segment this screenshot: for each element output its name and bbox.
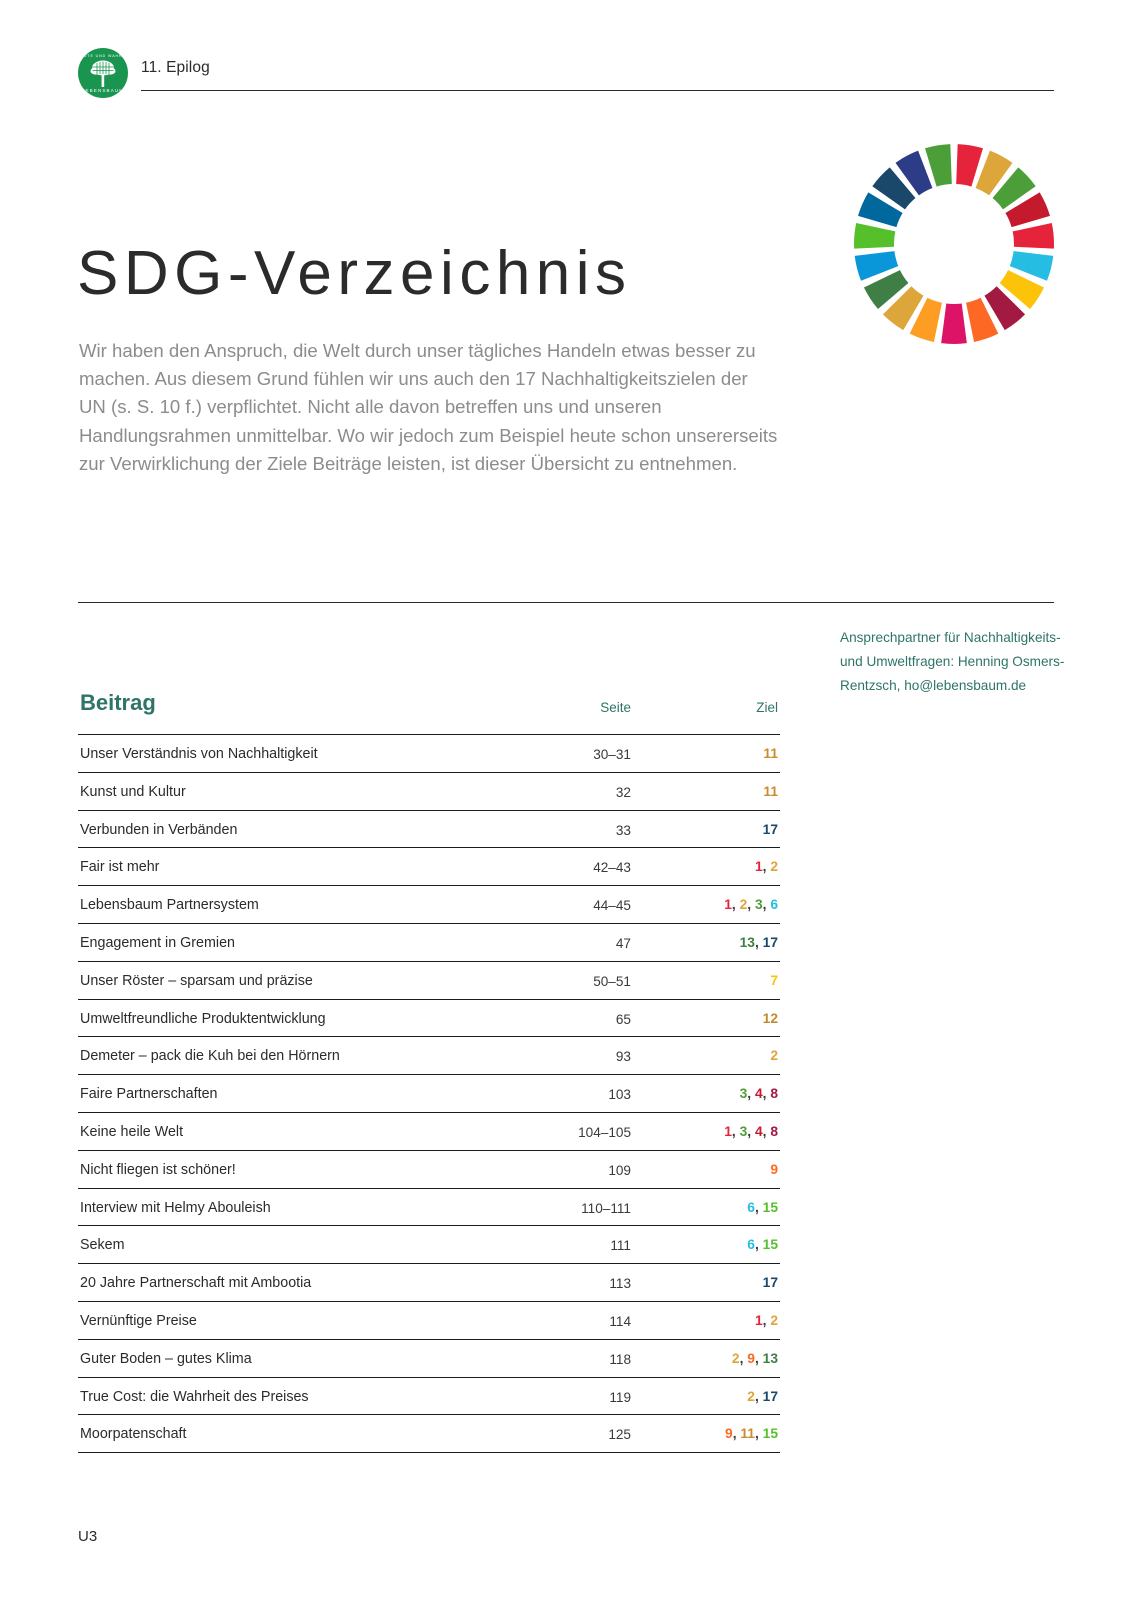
table-row: [78, 1075, 780, 1113]
table-body: [78, 735, 780, 1453]
goal-number: 9: [770, 1161, 778, 1177]
table-row: [78, 1037, 780, 1075]
logo-ring-text-top: GUTE UND WAHRE: [80, 53, 126, 58]
page-title: SDG-Verzeichnis: [77, 238, 632, 308]
goal-number: 17: [762, 934, 778, 950]
goal-number: 8: [770, 1123, 778, 1139]
row-title: Engagement in Gremien: [80, 934, 235, 951]
goal-number: 2: [770, 1048, 778, 1064]
row-title: Unser Verständnis von Nachhaltigkeit: [80, 746, 318, 762]
table-row: [78, 1415, 780, 1453]
row-title: Demeter – pack die Kuh bei den Hörnern: [80, 1048, 340, 1065]
row-page: 32: [615, 784, 631, 800]
table-row: [78, 1378, 780, 1416]
goal-number: 2: [770, 859, 778, 875]
goal-number: 8: [770, 1086, 778, 1102]
goal-number: 3: [739, 1086, 748, 1102]
page-folio: U3: [78, 1528, 98, 1545]
row-goals: [724, 1124, 778, 1139]
contact-note: Ansprechpartner für Nachhaltigkeits- und Umweltfragen: Henning Osmers-Rentzsch, ho@lebensbaum.de: [840, 630, 1065, 693]
goal-number: 1: [724, 1123, 732, 1139]
goal-separator: ,: [747, 897, 755, 913]
goal-number: 13: [762, 1350, 778, 1366]
row-page: 125: [608, 1427, 631, 1443]
row-title: Nicht fliegen ist schöner!: [80, 1161, 236, 1178]
row-goals: [763, 1011, 778, 1026]
table-row: [78, 1340, 780, 1378]
goal-separator: ,: [732, 1426, 741, 1442]
row-page: 30–31: [593, 747, 631, 762]
goal-number: 6: [747, 1199, 755, 1215]
column-header-seite: Seite: [600, 700, 631, 715]
column-header-beitrag: Beitrag: [80, 690, 156, 715]
row-goals: [763, 1275, 778, 1290]
goal-separator: ,: [747, 1086, 755, 1102]
table-row: [78, 1264, 780, 1302]
row-title: Kunst und Kultur: [80, 783, 186, 800]
section-divider: [78, 602, 1054, 603]
goal-number: 15: [762, 1426, 778, 1442]
sdg-wheel-segment: [941, 304, 967, 344]
goal-number: 9: [725, 1426, 733, 1442]
goal-separator: ,: [762, 897, 771, 913]
goal-number: 11: [763, 746, 778, 761]
sdg-wheel-segment: [1013, 223, 1054, 249]
row-title: Verbunden in Verbänden: [80, 821, 238, 838]
row-page: 119: [609, 1389, 631, 1405]
row-title: Lebensbaum Partnersystem: [80, 897, 259, 914]
sdg-index-table: [78, 690, 780, 1453]
row-page: 118: [609, 1351, 631, 1367]
row-title: True Cost: die Wahrheit des Preises: [80, 1388, 309, 1405]
row-page: 109: [608, 1162, 631, 1178]
row-goals: [747, 1200, 778, 1215]
goal-number: 7: [770, 972, 778, 988]
goal-number: 3: [754, 897, 763, 913]
row-page: 114: [609, 1313, 631, 1329]
row-page: 47: [615, 935, 631, 951]
row-page: 110–111: [581, 1200, 631, 1216]
goal-number: 9: [747, 1350, 755, 1366]
row-title: Moorpatenschaft: [80, 1426, 187, 1443]
row-goals: [755, 1313, 778, 1328]
row-goals: [740, 1086, 778, 1101]
row-goals: [770, 1048, 778, 1063]
logo-ring-text-bottom: LEBENSBAUM: [81, 88, 125, 93]
row-goals: [732, 1351, 778, 1366]
row-page: 50–51: [593, 973, 631, 989]
goal-separator: ,: [762, 1086, 771, 1102]
row-goals: [755, 859, 778, 874]
goal-number: 1: [754, 1312, 763, 1328]
intro-paragraph: Wir haben den Anspruch, die Welt durch unser tägliches Handeln etwas besser zu machen. Aus diesem Grund fühlen wir uns auch den 17 Nachhaltigkeitszielen der UN (s. S. 10 f.) verpflichtet. Nicht alle davon betreffen uns und unseren Handlungsrahmen unmittelbar. Wo wir jedoch zum Beispiel heute schon unsererseits zur Verwirklichung der Ziele Beiträge leisten, ist dieser Übersicht zu entnehmen.: [79, 339, 778, 475]
goal-separator: ,: [731, 1123, 740, 1139]
row-page: 33: [615, 822, 631, 838]
table-row: [78, 1302, 780, 1340]
table-row: [78, 1113, 780, 1151]
table-row: [78, 1226, 780, 1264]
row-title: Guter Boden – gutes Klima: [80, 1350, 252, 1367]
row-title: Unser Röster – sparsam und präzise: [80, 972, 313, 989]
goal-number: 15: [762, 1237, 778, 1253]
goal-number: 17: [762, 1388, 778, 1404]
goal-separator: ,: [762, 1123, 771, 1139]
goal-number: 1: [754, 859, 763, 875]
running-header: [78, 48, 1054, 96]
goal-separator: ,: [754, 1199, 763, 1215]
row-page: 65: [615, 1011, 631, 1027]
goal-separator: ,: [747, 1123, 755, 1139]
row-goals: [747, 1237, 778, 1252]
row-goals: [724, 897, 778, 912]
table-row: [78, 811, 780, 849]
goal-separator: ,: [731, 897, 740, 913]
goal-number: 11: [740, 1426, 755, 1442]
row-page: 113: [609, 1276, 631, 1292]
column-header-ziel: Ziel: [756, 700, 778, 715]
goal-number: 17: [762, 1275, 778, 1291]
sdg-colour-wheel: [852, 142, 1056, 346]
goal-number: 6: [770, 897, 778, 913]
row-title: Keine heile Welt: [80, 1123, 184, 1140]
goal-number: 4: [754, 1123, 763, 1139]
goal-separator: ,: [739, 1350, 748, 1366]
row-page: 42–43: [593, 860, 631, 876]
goal-number: 2: [747, 1388, 755, 1404]
table-row: [78, 1189, 780, 1227]
table-row: [78, 735, 780, 773]
goal-number: 15: [762, 1199, 778, 1215]
row-title: 20 Jahre Partnerschaft mit Ambootia: [80, 1275, 312, 1292]
lebensbaum-logo: [78, 48, 128, 98]
row-page: 111: [610, 1238, 631, 1254]
row-goals: [763, 822, 778, 837]
goal-separator: ,: [754, 934, 763, 950]
goal-number: 11: [763, 783, 778, 799]
running-head-label: 11. Epilog: [141, 59, 210, 76]
row-goals: [725, 1426, 778, 1441]
row-title: Interview mit Helmy Abouleish: [80, 1199, 271, 1216]
row-page: 104–105: [578, 1124, 631, 1140]
goal-number: 4: [754, 1086, 763, 1102]
goal-number: 13: [739, 934, 755, 950]
table-header-row: [78, 690, 780, 730]
row-page: 93: [615, 1049, 631, 1065]
header-divider: [141, 90, 1054, 91]
table-row: [78, 848, 780, 886]
goal-separator: ,: [762, 1312, 771, 1328]
goal-number: 12: [762, 1010, 778, 1026]
row-goals: [763, 746, 778, 761]
row-goals: [770, 1162, 778, 1177]
tree-icon: [87, 58, 119, 88]
goal-separator: ,: [754, 1350, 763, 1366]
goal-separator: ,: [754, 1388, 763, 1404]
goal-separator: ,: [754, 1426, 763, 1442]
goal-number: 1: [724, 897, 732, 913]
table-row: [78, 1000, 780, 1038]
row-title: Umweltfreundliche Produktentwicklung: [80, 1010, 326, 1027]
goal-number: 3: [739, 1123, 748, 1139]
row-page: 44–45: [593, 898, 631, 914]
row-page: 103: [608, 1087, 631, 1103]
goal-number: 6: [747, 1237, 755, 1253]
row-goals: [747, 1389, 778, 1404]
goal-number: 2: [731, 1350, 740, 1366]
row-title: Fair ist mehr: [80, 859, 160, 876]
table-row: [78, 886, 780, 924]
table-row: [78, 924, 780, 962]
goal-separator: ,: [754, 1237, 763, 1253]
goal-separator: ,: [762, 859, 771, 875]
table-row: [78, 773, 780, 811]
row-goals: [763, 784, 778, 799]
sdg-wheel-segment: [854, 223, 895, 249]
row-goals: [740, 935, 778, 950]
row-title: Vernünftige Preise: [80, 1312, 197, 1329]
goal-number: 2: [739, 897, 748, 913]
goal-number: 2: [770, 1312, 778, 1328]
row-goals: [770, 973, 778, 988]
row-title: Sekem: [80, 1237, 125, 1254]
goal-number: 17: [762, 821, 778, 837]
table-row: [78, 1151, 780, 1189]
table-row: [78, 962, 780, 1000]
row-title: Faire Partnerschaften: [80, 1086, 218, 1103]
